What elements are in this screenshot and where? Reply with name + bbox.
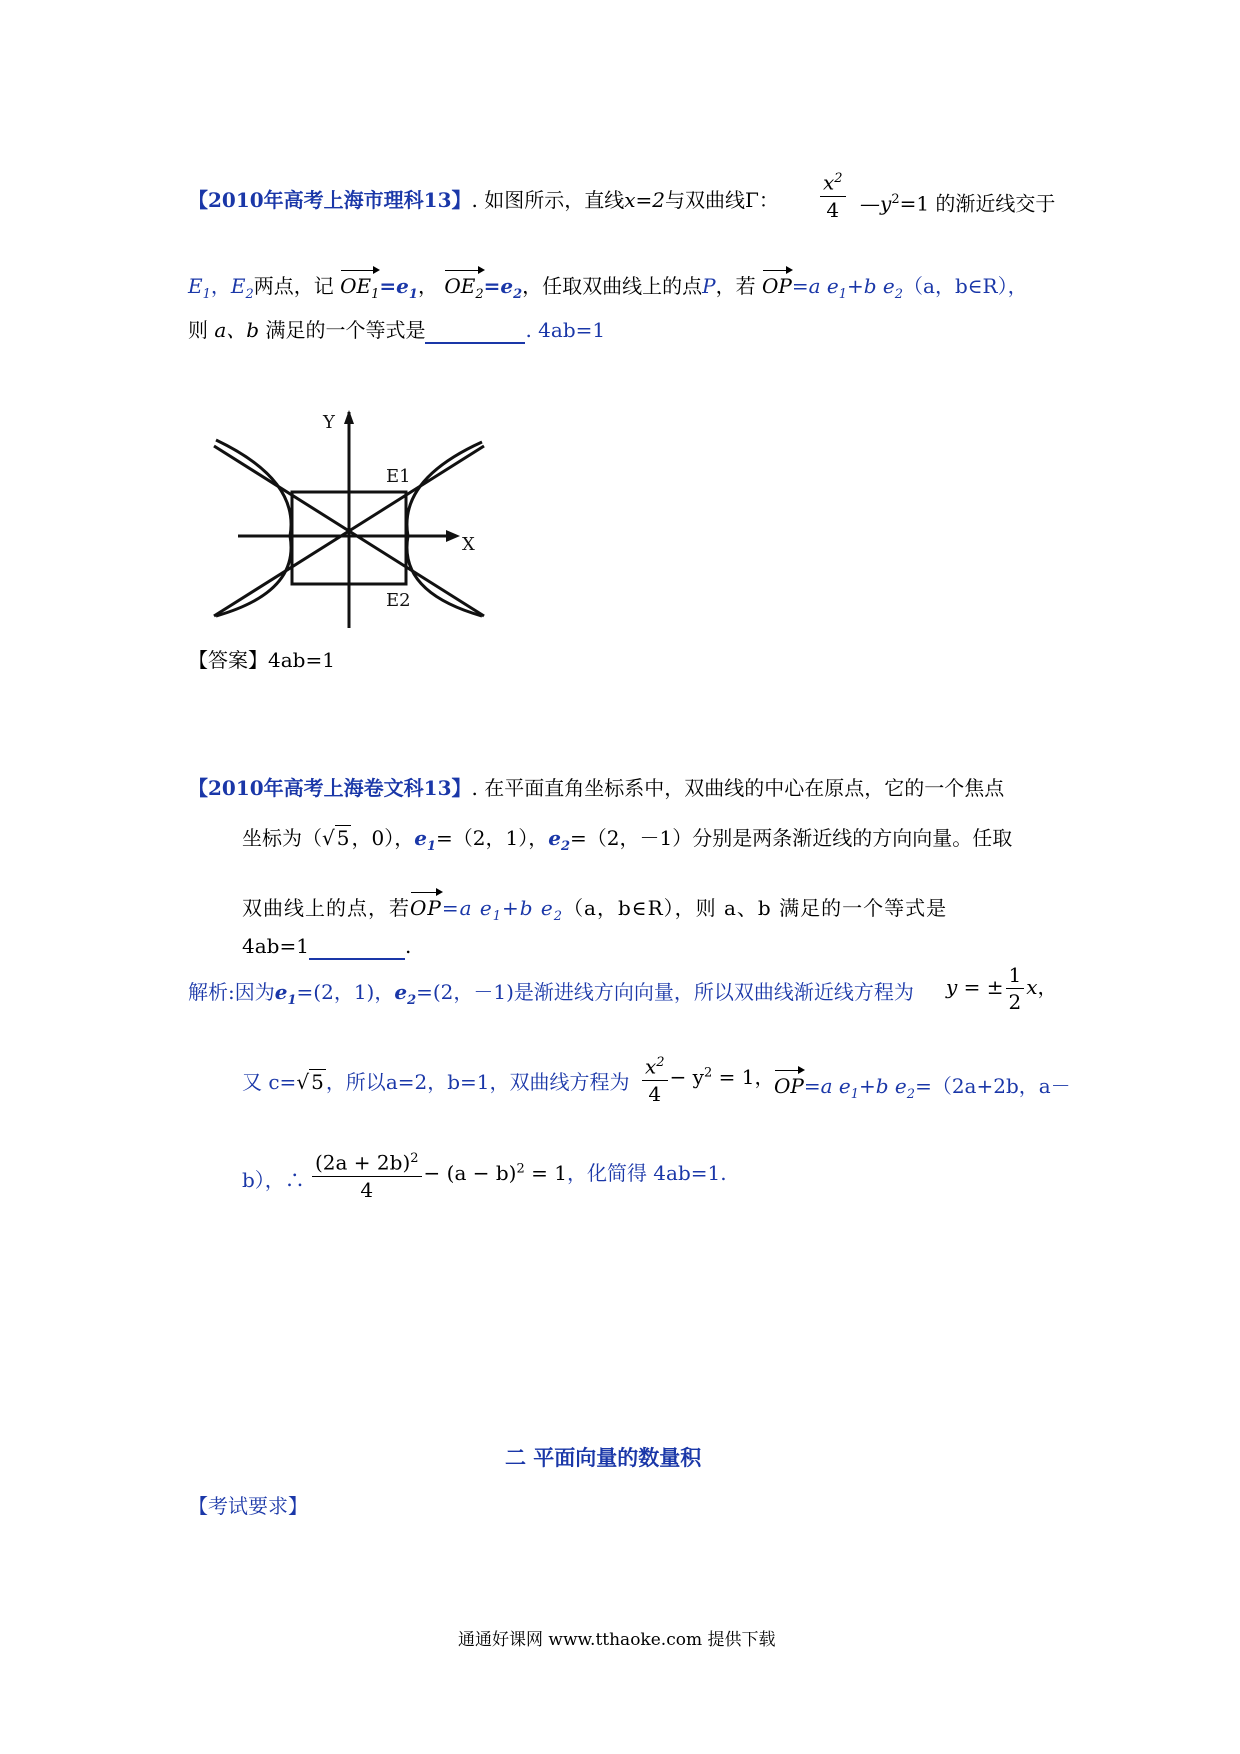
comma: ， [210, 274, 231, 298]
sol1-a: 因为 [234, 980, 275, 1004]
line-equation: x=2 [624, 188, 665, 212]
line2-d: =（2，－1）分别是两条渐近线的方向向量。任取 [570, 826, 1013, 850]
sol3-eq: = 1 [524, 1160, 567, 1185]
line3-d: （a，b∈R），则 a、b 满足的一个等式是 [563, 896, 948, 920]
problem2-line1 [188, 774, 1004, 802]
problem1-line1 [188, 186, 779, 214]
op-expression: =a $e_1+b$ $e_2$ [791, 274, 904, 302]
line4-answer: 4ab=1 [242, 934, 309, 958]
frac-den: 4 [826, 197, 840, 222]
vector-OE1: $OE_1$ [340, 268, 379, 309]
solution-line1 [188, 978, 914, 1015]
sol1-fraction: $\frac{1}{2}$ [1006, 962, 1025, 1015]
line3-expr: =a $e_1+b$ $e_2$ [441, 896, 564, 924]
e1-value: $=e_1$ [379, 274, 418, 302]
problem1-fraction [818, 166, 848, 223]
sol1-end: ， [1037, 975, 1058, 999]
line3-start: 则 [188, 318, 208, 342]
line2-a: 坐标为（ [242, 826, 322, 850]
vector-OP: OP [762, 268, 792, 300]
line4-end: . [404, 934, 412, 958]
line3-after: . 4ab=1 [525, 318, 606, 342]
with-hyperbola-text: 与双曲线Γ： [664, 188, 779, 212]
problem2-line4 [242, 932, 411, 960]
eq-end: =1 的渐近线交于 [899, 191, 1056, 216]
problem2-line3 [242, 890, 947, 931]
y-label: Y [323, 412, 335, 433]
problem2-tag: 【2010年高考上海卷文科13】 [188, 776, 472, 800]
line3-vars: a、b [214, 318, 260, 342]
problem1-line1-tail [860, 186, 1055, 218]
line3-a: 双曲线上的点，若 [242, 896, 410, 920]
sol3-end: ，化简得 4ab=1. [566, 1160, 727, 1185]
problem2-line1-rest: . 在平面直角坐标系中，双曲线的中心在原点，它的一个焦点 [471, 776, 1005, 800]
x-label: X [462, 534, 475, 555]
section-subhead: 【考试要求】 [188, 1494, 308, 1518]
solution-line3 [242, 1166, 305, 1194]
sol3-rest: − $(a - b)^2$ [423, 1160, 525, 1185]
solution-line2-math [640, 1050, 774, 1107]
sol1-x: x [1026, 975, 1038, 999]
solution-line3-math [310, 1146, 727, 1203]
sol3-a: b），∴ [242, 1168, 305, 1192]
sol2-sqrt: √ 5 [296, 1070, 324, 1094]
sol2-fraction: $\frac{x^2}{4}$ [642, 1050, 668, 1107]
line2-middle: ，任取双曲线上的点 [522, 274, 703, 298]
sol3-fraction: $\frac{(2a + 2b)^2}{4}$ [312, 1146, 422, 1203]
line3-middle: 满足的一个等式是 [265, 318, 426, 342]
frac-num: x [823, 170, 835, 195]
sol2-eq: = 1， [712, 1064, 775, 1089]
y-arrow-icon [344, 410, 354, 424]
answer-blank [425, 320, 525, 344]
sol2-expr: =a $e_1+b$ $e_2$ [803, 1074, 916, 1102]
line2-b: ，0）， [351, 826, 415, 850]
vector-OP-3: OP [774, 1068, 804, 1100]
sol2-f: =（2a+2b，a－ [915, 1074, 1071, 1098]
problem2-line2 [242, 824, 1012, 861]
separator: ， [417, 274, 438, 298]
sol2-b: ，所以 [325, 1070, 386, 1094]
problem1-answer [188, 646, 335, 674]
problem1-line2 [188, 268, 1028, 309]
answer-value: 4ab=1 [268, 648, 335, 672]
sol1-y: y = ± [946, 975, 1004, 999]
point-P: P [702, 274, 716, 298]
footer-text: 通通好课网 www.tthaoke.com 提供下载 [458, 1630, 776, 1650]
sol2-a: 又 c= [242, 1070, 297, 1094]
sol1-b: =(2，1)， [296, 980, 395, 1004]
solution-line2-tail [774, 1068, 1071, 1109]
vector-OP-2: OP [410, 890, 442, 922]
line2-c: =（2，1）， [436, 826, 549, 850]
problem1-tag: 【2010年高考上海市理科13】 [188, 188, 472, 212]
problem1-intro: . 如图所示，直线 [471, 188, 625, 212]
problem1-line3 [188, 316, 605, 344]
line2-if: ，若 [715, 274, 756, 298]
section-title: 二 平面向量的数量积 [505, 1446, 702, 1470]
frac-num-sup: 2 [834, 171, 843, 186]
solution-label: 解析: [188, 980, 235, 1004]
solution-line2 [242, 1068, 630, 1096]
line2-tail: （a，b∈R）， [903, 274, 1028, 298]
eq-rest-sup: 2 [891, 192, 900, 207]
solution-line1-math [946, 962, 1058, 1015]
sol2-rest: − $y^2$ [669, 1064, 713, 1089]
sol1-e2: $e_2$ [394, 980, 417, 1008]
sol1-c: =(2，－1)是渐进线方向向量，所以双曲线渐近线方程为 [416, 980, 914, 1004]
x-arrow-icon [446, 530, 460, 542]
points-text: 两点，记 [253, 274, 334, 298]
hyperbola-figure [208, 410, 492, 630]
e2-symbol: $e_2$ [548, 826, 570, 854]
vector-OE2: $OE_2$ [444, 268, 483, 309]
sqrt-5: √ 5 [322, 826, 350, 850]
sol1-e1: $e_1$ [274, 980, 297, 1008]
e1-label: E1 [386, 466, 411, 487]
answer-label: 【答案】 [188, 648, 268, 672]
eq-rest: —y [860, 191, 892, 216]
e2-label: E2 [386, 590, 411, 611]
E2-label-text: $E_2$ [230, 274, 254, 302]
hyperbola-fraction [820, 166, 846, 223]
E1-label-text: $E_1$ [188, 274, 211, 302]
e1-symbol: $e_1$ [414, 826, 436, 854]
e2-value: $=e_2$ [483, 274, 523, 302]
answer-blank-2 [309, 936, 405, 960]
sol2-c: a=2，b=1，双曲线方程为 [385, 1070, 630, 1094]
